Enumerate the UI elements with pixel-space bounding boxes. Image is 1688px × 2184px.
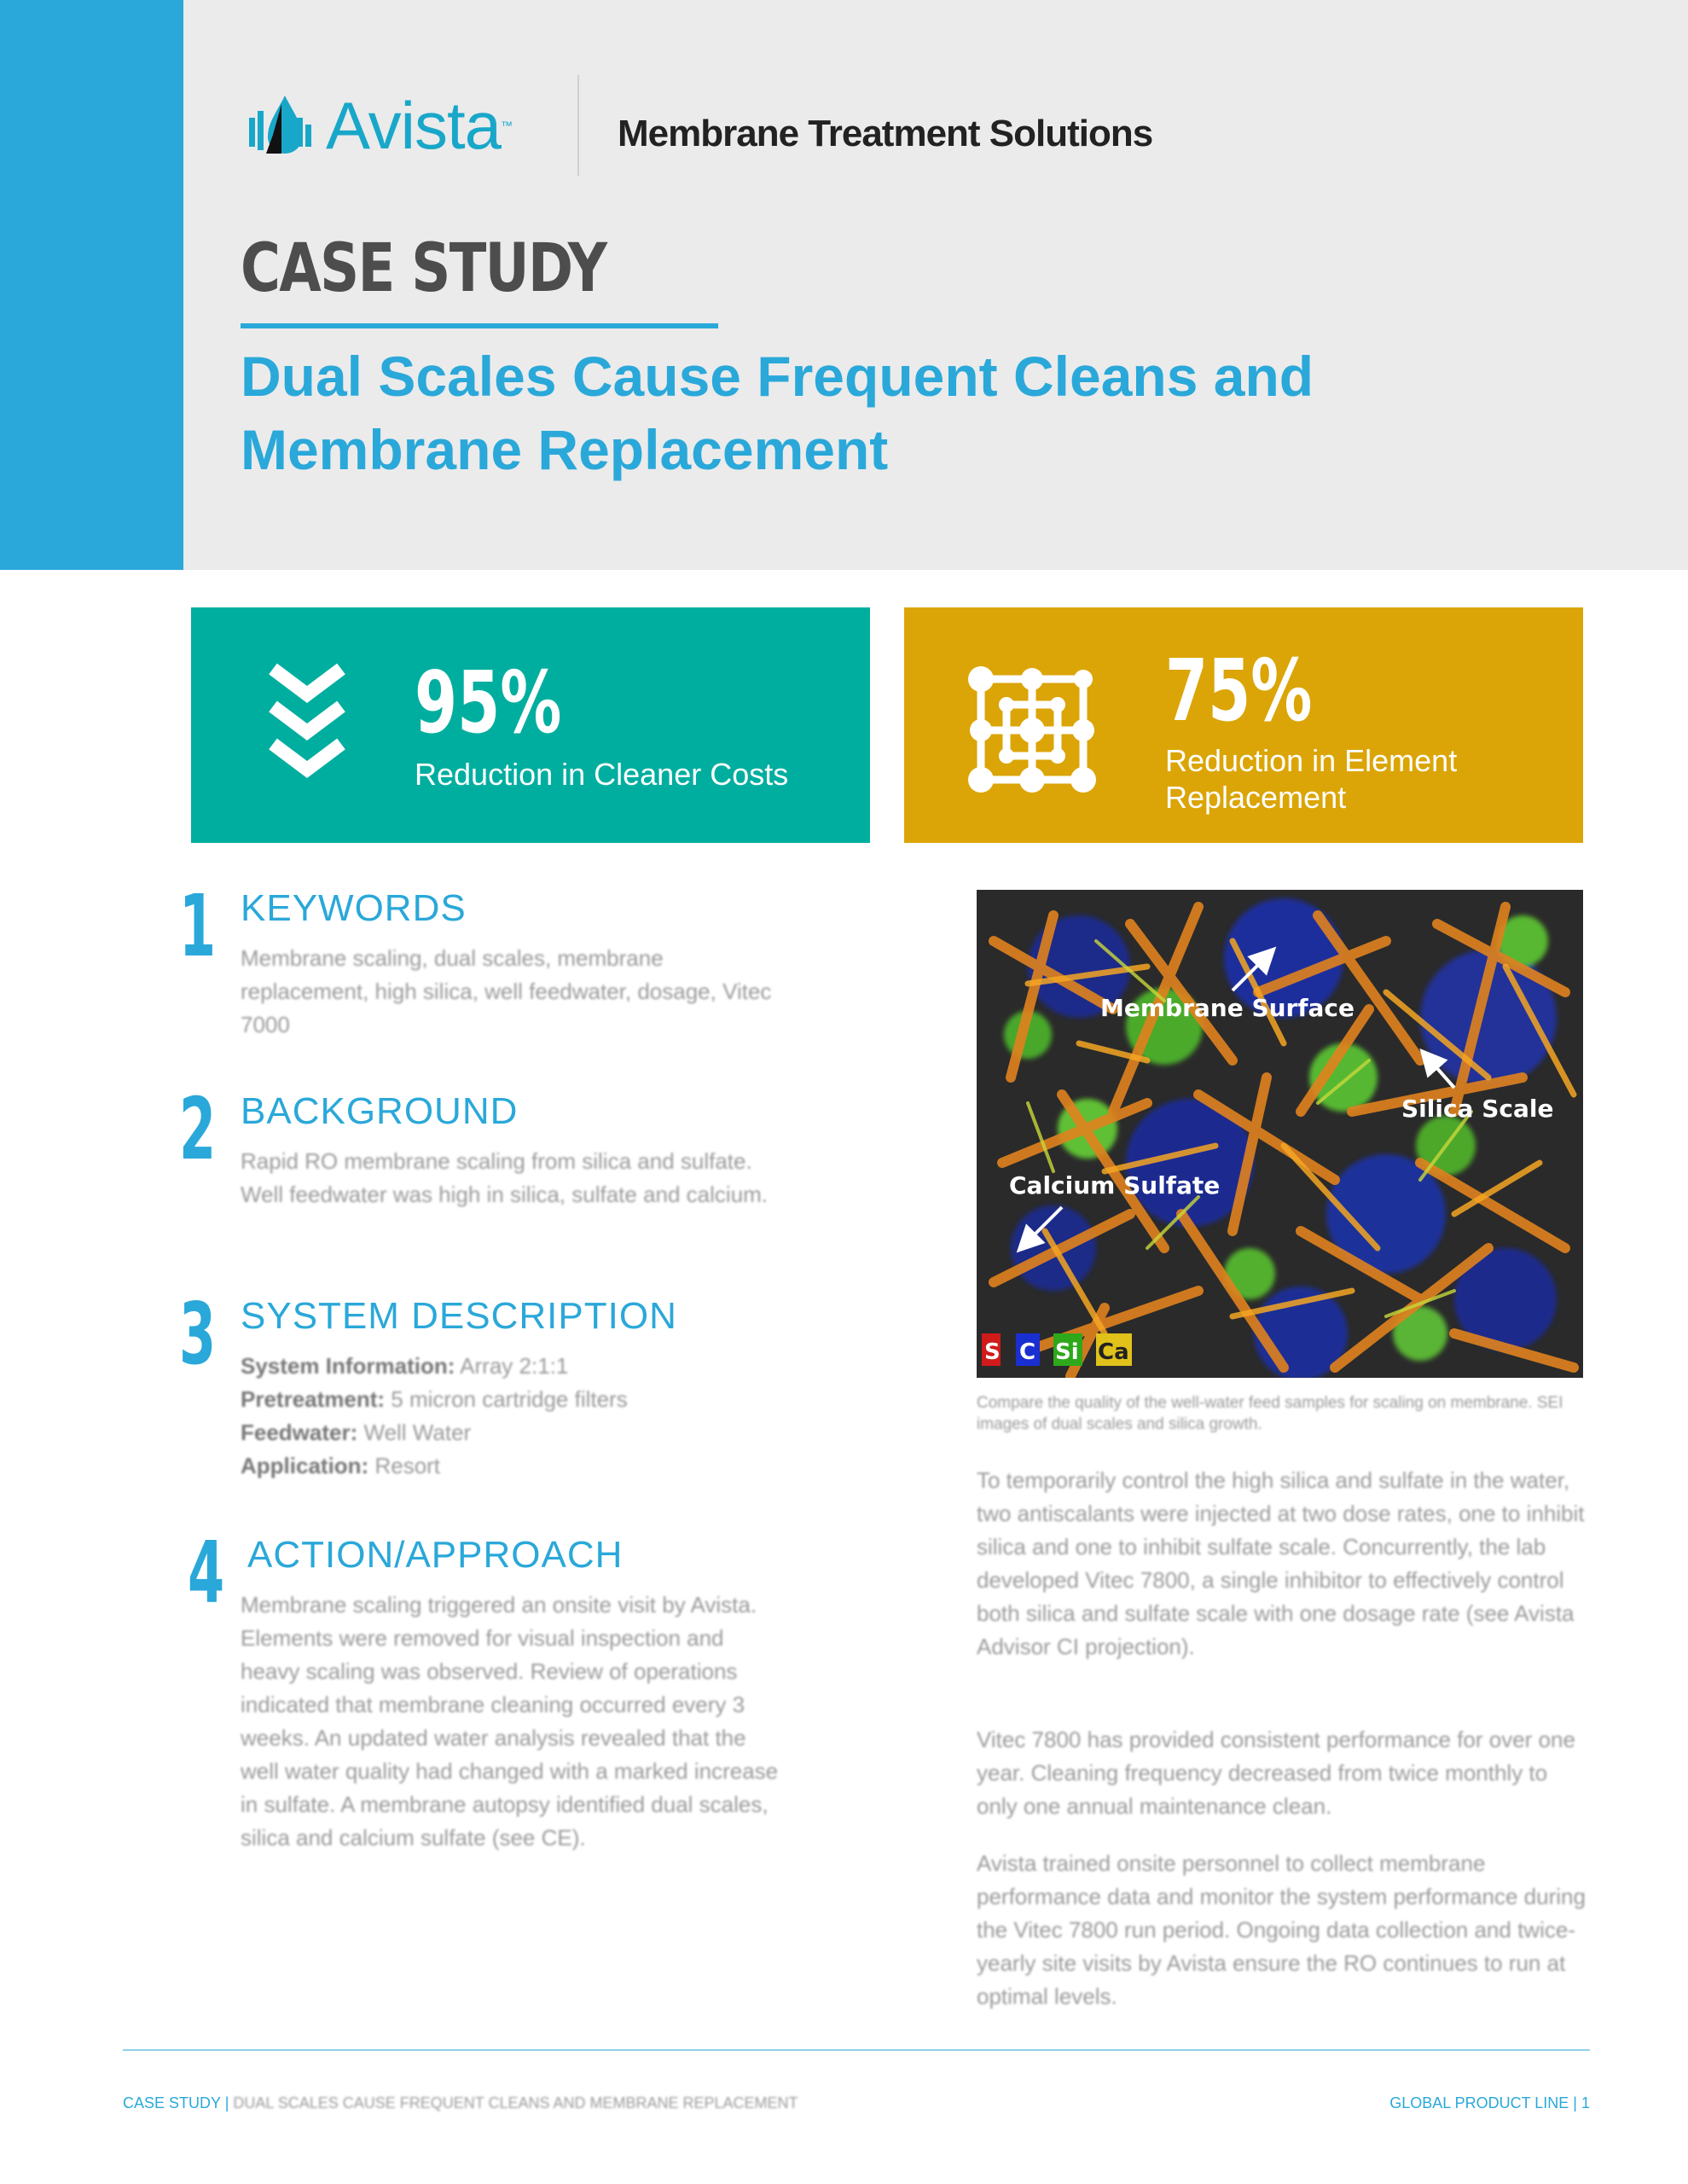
micrograph-image	[977, 890, 1583, 1378]
legend-si: Si	[1055, 1339, 1079, 1365]
legend-s: S	[984, 1339, 1001, 1365]
logo-wordmark: Avista	[326, 88, 501, 163]
label-membrane-surface: Membrane Surface	[1100, 994, 1355, 1022]
company-logo: Avista ™	[247, 92, 513, 159]
footer-right: GLOBAL PRODUCT LINE | 1	[1389, 2094, 1590, 2111]
stat-value: 95%	[415, 653, 562, 752]
stat-card-element-replacement	[904, 607, 1583, 843]
section-keywords	[179, 876, 802, 1054]
section-heading: BACKGROUND	[241, 1090, 519, 1132]
section-number: 2	[179, 1079, 217, 1179]
water-drop-logo-icon	[247, 92, 314, 159]
stat-label: Reduction in Element Replacement	[1165, 743, 1458, 815]
triple-chevron-down-icon	[266, 662, 348, 790]
stat-value: 75%	[1165, 641, 1313, 741]
footer-rule	[123, 2049, 1590, 2051]
section-heading: ACTION/APPROACH	[247, 1534, 624, 1576]
section-body: Membrane scaling triggered an onsite visit by Avista. Elements were removed for visual inspection and heavy scaling was observed. Review of operations indicated that membrane cleaning occurred every 3 weeks. An updated water analysis revealed that the well water quality had changed with a marked increase in sulfate. A membrane autopsy identified dual scales, silica and calcium sulfate (see CE).	[241, 1592, 779, 1850]
section-heading: SYSTEM DESCRIPTION	[241, 1295, 677, 1337]
section-number: 3	[179, 1284, 217, 1384]
stat-label: Reduction in Cleaner Costs	[415, 757, 789, 792]
info-row: Pretreatment: 5 micron cartridge filters	[241, 1386, 628, 1412]
legend-ca: Ca	[1098, 1339, 1129, 1365]
side-accent-bar	[0, 0, 183, 570]
info-row: Application: Resort	[241, 1453, 441, 1478]
body-paragraph: Avista trained onsite personnel to collect membrane performance data and monitor the system performance during the Vitec 7800 run period. Ongoing data collection and twice-yearly site visits by Avista ensure the RO continues to run at optimal levels.	[977, 1850, 1586, 2009]
section-action-approach	[179, 1523, 802, 1889]
section-system-description	[179, 1284, 802, 1496]
section-background	[179, 1079, 802, 1240]
title-rule	[241, 323, 718, 328]
section-number: 4	[188, 1523, 225, 1623]
section-number: 1	[179, 876, 217, 976]
section-body: Rapid RO membrane scaling from silica and sulfate. Well feedwater was high in silica, sulfate and calcium.	[241, 1148, 769, 1207]
info-row: Feedwater: Well Water	[241, 1420, 472, 1445]
footer-left: CASE STUDY | DUAL SCALES CAUSE FREQUENT CLEANS AND MEMBRANE REPLACEMENT	[123, 2094, 798, 2111]
document-type: CASE STUDY	[241, 230, 606, 307]
body-paragraph: To temporarily control the high silica and sulfate in the water, two antiscalants were injected at two dose rates, one to inhibit silica and one to inhibit sulfate scale. Concurrently, the lab developed Vitec 7800, a single inhibitor to effectively control both silica and sulfate scale with one dosage rate (see Avista Advisor CI projection).	[977, 1467, 1585, 1659]
system-info-list	[241, 1350, 786, 1483]
image-caption: Compare the quality of the well-water feed samples for scaling on membrane. SEI images of dual scales and silica growth.	[977, 1394, 1563, 1433]
membrane-micrograph	[977, 890, 1583, 1378]
section-heading: KEYWORDS	[241, 887, 467, 929]
stat-card-cleaner-costs	[191, 607, 870, 843]
label-calcium-sulfate: Calcium Sulfate	[1009, 1171, 1221, 1199]
legend-c: C	[1019, 1339, 1036, 1365]
section-body: Membrane scaling, dual scales, membrane replacement, high silica, well feedwater, dosage, Vitec 7000	[241, 945, 772, 1037]
body-paragraph: Vitec 7800 has provided consistent performance for over one year. Cleaning frequency decreased from twice monthly to only one annual maintenance clean.	[977, 1727, 1575, 1819]
page-number: 1	[1581, 2094, 1590, 2111]
label-silica-scale: Silica Scale	[1401, 1095, 1554, 1123]
molecule-grid-icon	[964, 662, 1100, 795]
product-line-title: Membrane Treatment Solutions	[618, 113, 1153, 154]
info-row: System Information: Array 2:1:1	[241, 1353, 569, 1379]
header-divider	[577, 75, 579, 176]
page-title: Dual Scales Cause Frequent Cleans and Membrane Replacement	[241, 345, 1314, 481]
